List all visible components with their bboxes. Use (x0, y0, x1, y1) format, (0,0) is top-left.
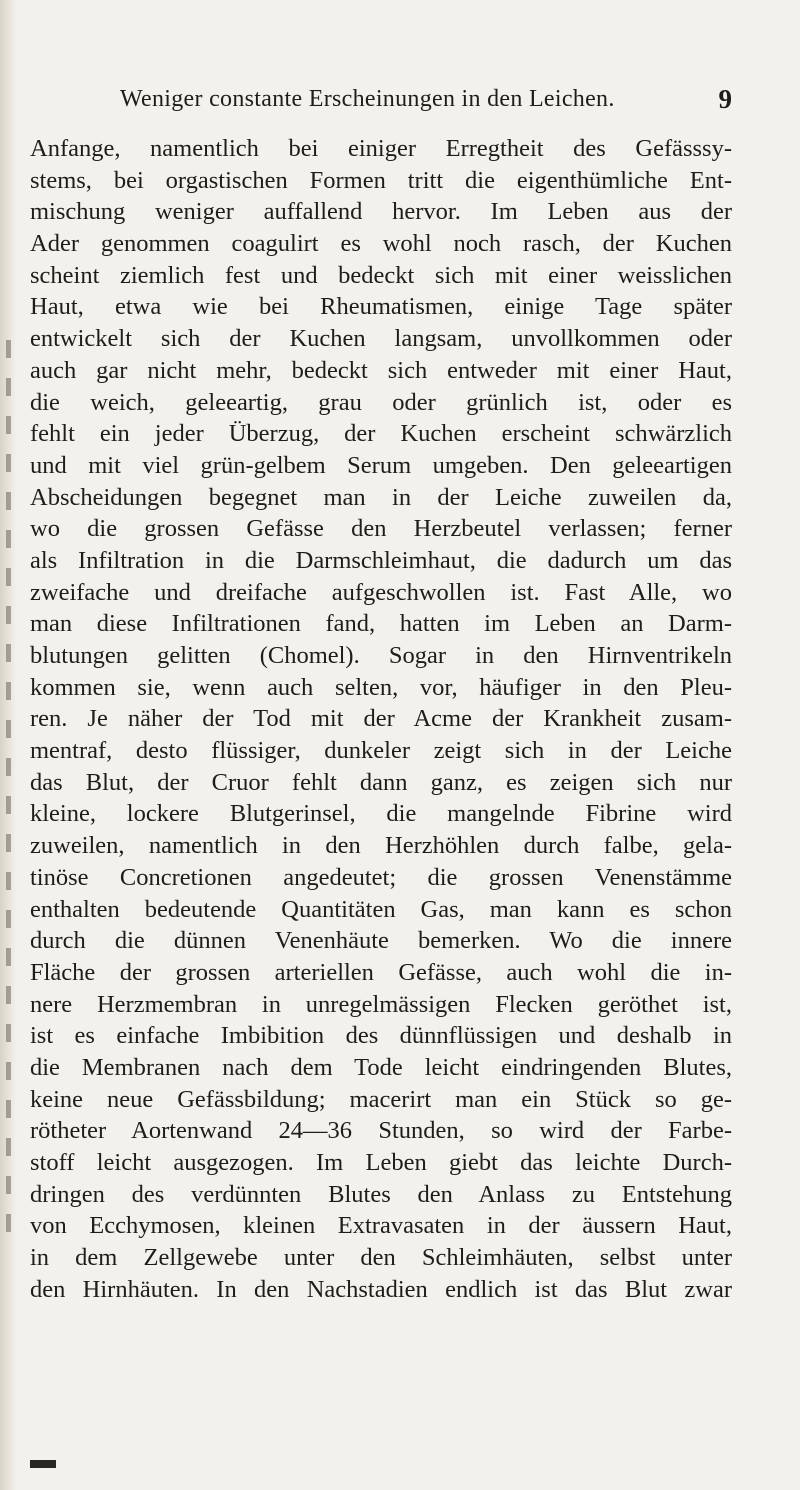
text-line: kommen sie, wenn auch selten, vor, häufiger in den Pleu- (30, 673, 732, 701)
text-line: als Infiltration in die Darmschleimhaut, die dadurch um das (30, 546, 732, 574)
text-line: mentraf, desto flüssiger, dunkeler zeigt sich in der Leiche (30, 737, 732, 765)
text-line: auch gar nicht mehr, bedeckt sich entweder mit einer Haut, (30, 356, 732, 384)
running-title: Weniger constante Erscheinungen in den Leichen. (120, 86, 615, 112)
text-line: Ader genommen coagulirt es wohl noch rasch, der Kuchen (30, 230, 732, 258)
text-line: zuweilen, namentlich in den Herzhöhlen durch falbe, gela- (30, 832, 732, 860)
text-line: Haut, etwa wie bei Rheumatismen, einige Tage später (30, 293, 732, 321)
text-line: kleine, lockere Blutgerinsel, die mangelnde Fibrine wird (30, 800, 732, 828)
text-line: ist es einfache Imbibition des dünnflüssigen und deshalb in (30, 1022, 732, 1050)
text-line: das Blut, der Cruor fehlt dann ganz, es zeigen sich nur (30, 768, 732, 796)
text-line: stems, bei orgastischen Formen tritt die eigenthümliche Ent- (30, 166, 732, 194)
text-line: blutungen gelitten (Chomel). Sogar in den Hirnventrikeln (30, 642, 732, 669)
text-line: rötheter Aortenwand 24—36 Stunden, so wird der Farbe- (30, 1117, 732, 1145)
text-line: enthalten bedeutende Quantitäten Gas, man kann es schon (30, 895, 732, 923)
text-line: nere Herzmembran in unregelmässigen Flecken geröthet ist, (30, 990, 732, 1018)
page-number: 9 (718, 84, 732, 114)
text-line: Abscheidungen begegnet man in der Leiche zuweilen da, (30, 483, 732, 511)
text-line: den Hirnhäuten. In den Nachstadien endlich ist das Blut zwar (30, 1275, 732, 1303)
text-line: tinöse Concretionen angedeutet; die grossen Venenstämme (30, 863, 732, 891)
page-binding-edge (0, 0, 16, 1490)
body-text (30, 133, 732, 1305)
text-line: die Membranen nach dem Tode leicht eindringenden Blutes, (30, 1053, 732, 1081)
text-line: man diese Infiltrationen fand, hatten im Leben an Darm- (30, 610, 732, 638)
page-header (110, 86, 730, 122)
text-line: scheint ziemlich fest und bedeckt sich mit einer weisslichen (30, 261, 732, 289)
text-line: stoff leicht ausgezogen. Im Leben giebt das leichte Durch- (30, 1149, 732, 1176)
text-line: in dem Zellgewebe unter den Schleimhäuten, selbst unter (30, 1244, 732, 1272)
text-line: durch die dünnen Venenhäute bemerken. Wo die innere (30, 927, 732, 955)
footer-ink-mark (30, 1460, 56, 1468)
text-line: keine neue Gefässbildung; macerirt man ein Stück so ge- (30, 1085, 732, 1113)
text-line: und mit viel grün-gelbem Serum umgeben. Den geleeartigen (30, 451, 732, 479)
text-line: ren. Je näher der Tod mit der Acme der Krankheit zusam- (30, 705, 732, 733)
text-line: die weich, geleeartig, grau oder grünlich ist, oder es (30, 388, 732, 416)
text-line: Anfange, namentlich bei einiger Erregtheit des Gefässsy- (30, 135, 732, 162)
binding-shadow-marks (6, 340, 11, 1250)
text-line: zweifache und dreifache aufgeschwollen ist. Fast Alle, wo (30, 578, 732, 606)
text-line: fehlt ein jeder Überzug, der Kuchen erscheint schwärzlich (30, 420, 732, 448)
text-line: entwickelt sich der Kuchen langsam, unvollkommen oder (30, 325, 732, 353)
text-line: von Ecchymosen, kleinen Extravasaten in der äussern Haut, (30, 1212, 732, 1240)
text-line: wo die grossen Gefässe den Herzbeutel verlassen; ferner (30, 515, 732, 543)
text-line: mischung weniger auffallend hervor. Im Leben aus der (30, 198, 732, 226)
text-line: dringen des verdünnten Blutes den Anlass zu Entstehung (30, 1180, 732, 1208)
text-line: Fläche der grossen arteriellen Gefässe, auch wohl die in- (30, 958, 732, 986)
